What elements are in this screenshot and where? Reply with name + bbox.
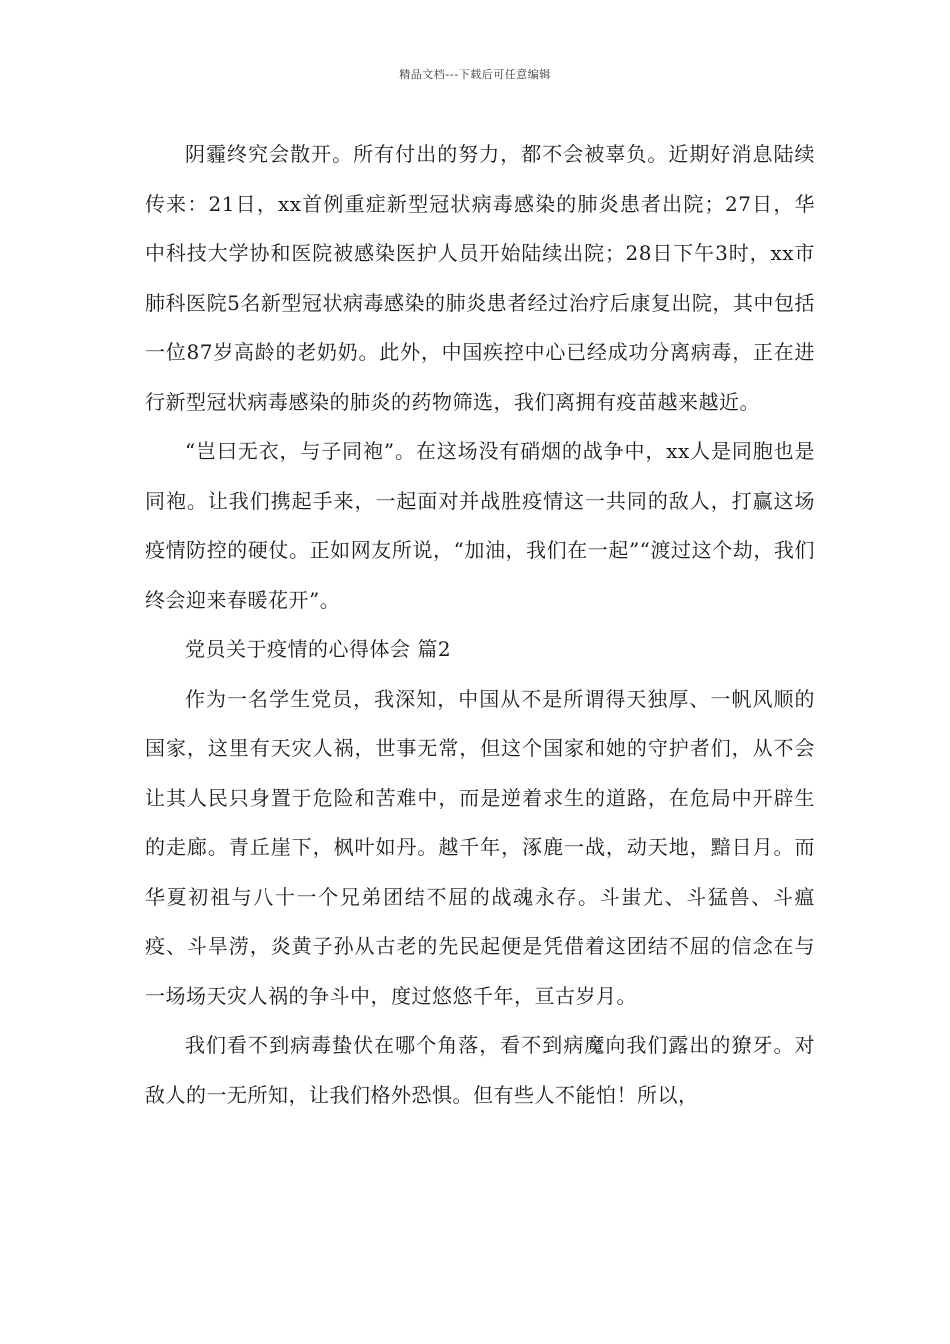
page-header: 精品文档---下载后可任意编辑	[399, 68, 551, 81]
paragraph-unseen-virus: 我们看不到病毒蛰伏在哪个角落，看不到病魔向我们露出的獠牙。对敌人的一无所知，让我们格外恐惧。但有些人不能怕！所以，	[145, 1033, 815, 1107]
paragraph-same-robe: “岂曰无衣，与子同袍”。在这场没有硝烟的战争中，xx人是同胞也是同袍。让我们携起手来，一起面对并战胜疫情这一共同的敌人，打赢这场疫情防控的硬仗。正如网友所说，“加油，我们在一起”“渡过这个劫，我们终会迎来春暖花开”。	[145, 439, 815, 612]
section-heading: 党员关于疫情的心得体会 篇2	[185, 637, 452, 661]
document-body	[145, 130, 815, 1120]
paragraph-student-member: 作为一名学生党员，我深知，中国从不是所谓得天独厚、一帆风顺的国家，这里有天灾人祸，世事无常，但这个国家和她的守护者们，从不会让其人民只身置于危险和苦难中，而是逆着求生的道路，在危局中开辟生的走廊。青丘崖下，枫叶如丹。越千年，涿鹿一战，动天地，黯日月。而华夏初祖与八十一个兄弟团结不屈的战魂永存。斗蚩尤、斗猛兽、斗瘟疫、斗旱涝，炎黄子孙从古老的先民起便是凭借着这团结不屈的信念在与一场场天灾人祸的争斗中，度过悠悠千年，亘古岁月。	[145, 686, 815, 1008]
paragraph-good-news: 阴霾终究会散开。所有付出的努力，都不会被辜负。近期好消息陆续传来：21日，xx首例重症新型冠状病毒感染的肺炎患者出院；27日，华中科技大学协和医院被感染医护人员开始陆续出院；28日下午3时，xx市肺科医院5名新型冠状病毒感染的肺炎患者经过治疗后康复出院，其中包括一位87岁高龄的老奶奶。此外，中国疾控中心已经成功分离病毒，正在进行新型冠状病毒感染的肺炎的药物筛选，我们离拥有疫苗越来越近。	[145, 142, 815, 414]
